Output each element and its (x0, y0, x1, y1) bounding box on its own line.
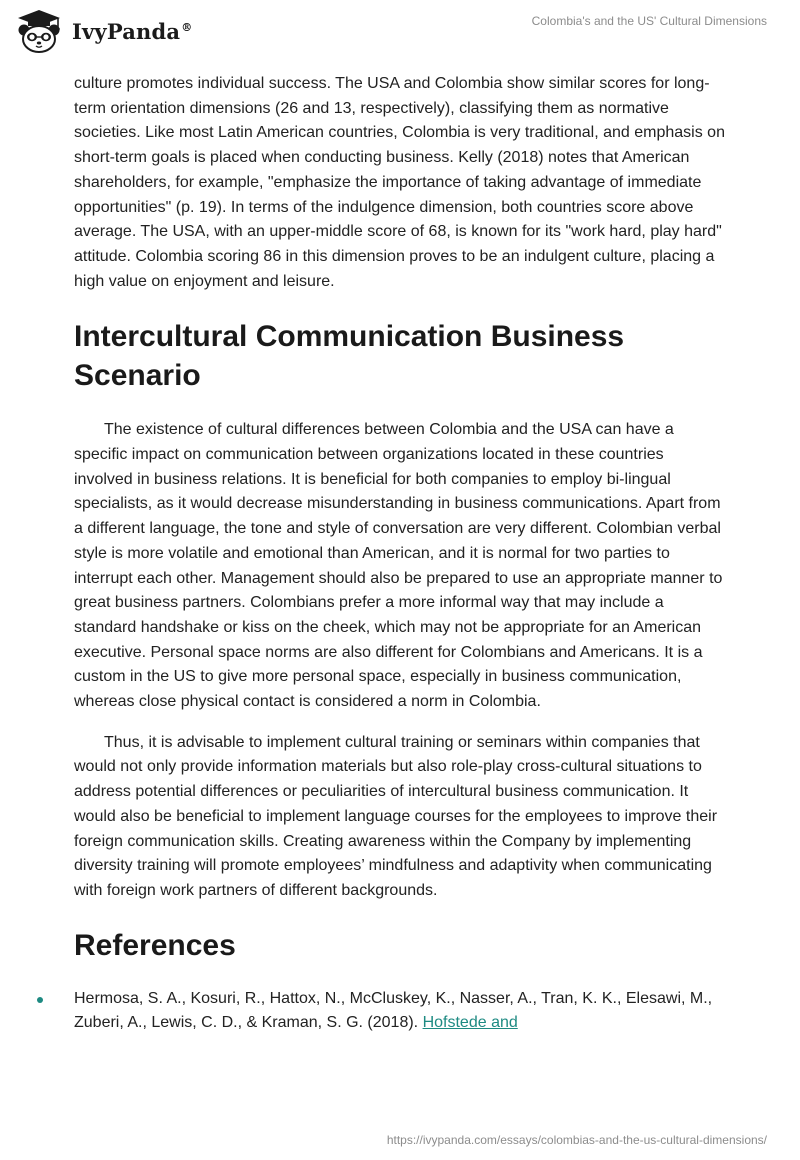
heading-business-scenario: Intercultural Communication Business Scenario (74, 320, 625, 393)
ivypanda-logo[interactable] (14, 8, 192, 54)
document-title: Colombia's and the US' Cultural Dimensions (531, 14, 767, 28)
article-body (74, 72, 726, 1036)
reference-text: Hermosa, S. A., Kosuri, R., Hattox, N., McCluskey, K., Nasser, A., Tran, K. K., Elesawi, M., Zuberi, A., Lewis, C. D., & Kraman, S. G. (2018). (74, 989, 713, 1032)
reference-link[interactable]: Hofstede and (422, 1014, 518, 1032)
bullet-icon (37, 997, 43, 1003)
heading-references: References (74, 928, 236, 962)
panda-mascot-icon (14, 8, 64, 54)
source-url[interactable]: https://ivypanda.com/essays/colombias-and-the-us-cultural-dimensions/ (386, 1133, 767, 1147)
page-header (0, 0, 800, 64)
paragraph-continued: culture promotes individual success. The USA and Colombia show similar scores for long-term orientation dimensions (26 and 13, respectively), classifying them as normative societies. Like most Latin American countries, Colombia is very traditional, and emphasis on short-term goals is placed when conducting business. Kelly (2018) notes that American shareholders, for example, "emphasize the importance of taking advantage of immediate opportunities" (p. 19). In terms of the indulgence dimension, both countries score above average. The USA, with an upper-middle score of 68, is known for its "work hard, play hard" attitude. Colombia scoring 86 in this dimension proves to be an indulgent culture, placing a high value on enjoyment and leisure. (74, 75, 725, 290)
logo-wordmark: IvyPanda® (72, 18, 193, 44)
references-list (74, 987, 726, 1036)
paragraph-scenario-2: Thus, it is advisable to implement cultural training or seminars within companies that would not only provide information materials but also role-play cross-cultural situations to address potential differences or peculiarities of intercultural business communication. It would also be beneficial to implement language courses for the employees to improve their foreign communication skills. Creating awareness within the Company by implementing diversity training will promote employees’ mindfulness and adaptivity when communicating with foreign work partners of different backgrounds. (74, 733, 718, 899)
paragraph-scenario-1: The existence of cultural differences between Colombia and the USA can have a specific impact on communication between organizations located in these countries involved in business relations. It is beneficial for both companies to employ bi-lingual specialists, as it would decrease misunderstanding in business communications. Apart from a different language, the tone and style of conversation are very different. Colombian verbal style is more volatile and emotional than American, and it is normal for two parties to interrupt each other. Management should also be prepared to use an appropriate manner to great business partners. Colombians prefer a more informal way that may include a standard handshake or kiss on the cheek, which may not be appropriate for an American executive. Personal space norms are also different for Colombians and Americans. It is a custom in the US to give more personal space, especially in business communication, whereas close physical contact is considered a norm in Colombia. (74, 421, 723, 711)
reference-item (22, 987, 726, 1036)
